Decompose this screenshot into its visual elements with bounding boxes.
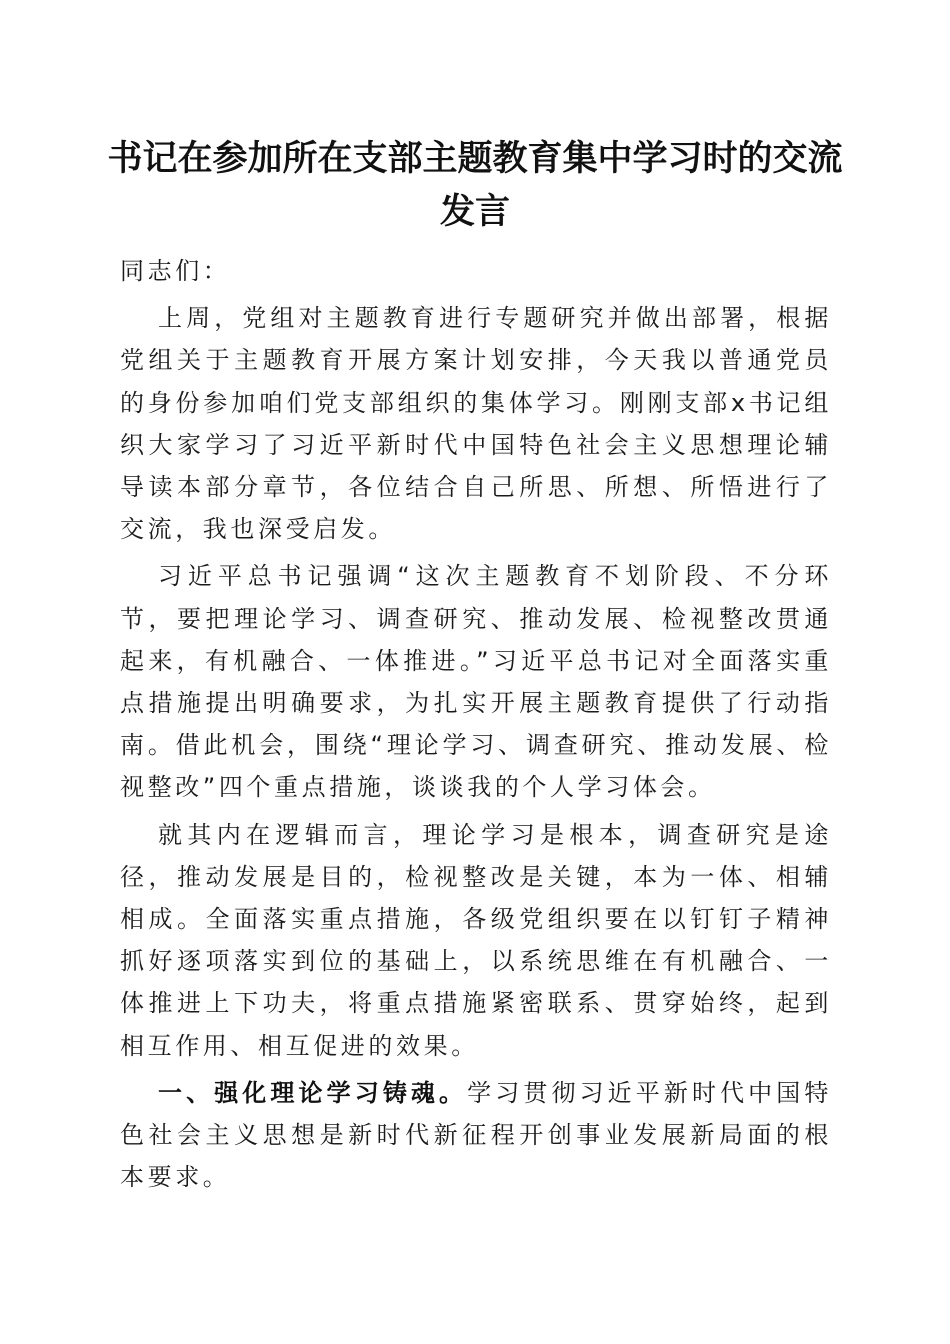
paragraph-3: 就其内在逻辑而言，理论学习是根本，调查研究是途径，推动发展是目的，检视整改是关键，本为一体、相辅相成。全面落实重点措施，各级党组织要在以钉钉子精神抓好逐项落实到位的基础上，以系统思维在有机融合、一体推进上下功夫，将重点措施紧密联系、贯穿始终，起到相互作用、相互促进的效果。 [120,820,832,1060]
document-body [120,250,832,1203]
section-one-text: 学习贯彻习近平新时代中国特色社会主义思想是新时代新征程开创事业发展新局面的根本要求。 [120,1078,832,1192]
document-title: 书记在参加所在支部主题教育集中学习时的交流发言 [107,138,843,232]
paragraph-2: 习近平总书记强调“这次主题教育不划阶段、不分环节，要把理论学习、调查研究、推动发展、检视整改贯通起来，有机融合、一体推进。”习近平总书记对全面落实重点措施提出明确要求，为扎实开展主题教育提供了行动指南。借此机会，围绕“理论学习、调查研究、推动发展、检视整改”四个重点措施，谈谈我的个人学习体会。 [120,562,832,802]
section-one-heading: 一、强化理论学习铸魂。 [158,1078,468,1107]
paragraph-1: 上周，党组对主题教育进行专题研究并做出部署，根据党组关于主题教育开展方案计划安排，今天我以普通党员的身份参加咱们党支部组织的集体学习。刚刚支部x书记组织大家学习了习近平新时代中国特色社会主义思想理论辅导读本部分章节，各位结合自己所思、所想、所悟进行了交流，我也深受启发。 [120,304,832,544]
section-one-paragraph [120,1072,832,1199]
salutation: 同志们： [120,257,231,285]
